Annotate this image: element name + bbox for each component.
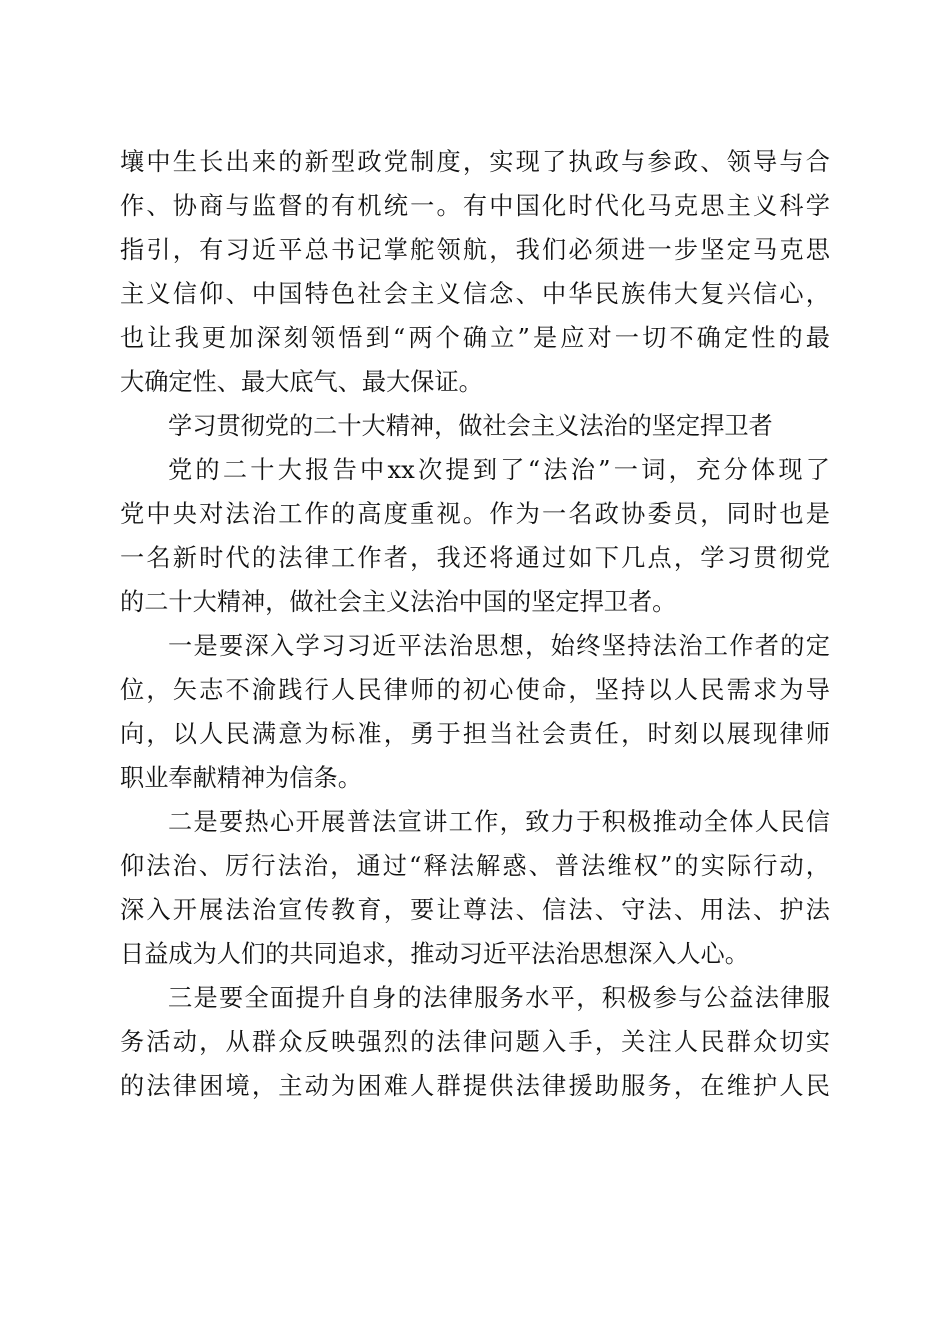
body-text-line: 党中央对法治工作的高度重视。作为一名政协委员，同时也是 [120,500,830,528]
body-text-line: 二是要热心开展普法宣讲工作，致力于积极推动全体人民信 [168,808,830,836]
section-heading: 学习贯彻党的二十大精神，做社会主义法治的坚定捍卫者 [168,412,773,440]
body-text-line: 指引，有习近平总书记掌舵领航，我们必须进一步坚定马克思 [120,236,830,264]
body-text-line: 的法律困境，主动为困难人群提供法律援助服务，在维护人民 [120,1072,830,1100]
body-text-line: 深入开展法治宣传教育，要让尊法、信法、守法、用法、护法 [120,896,830,924]
body-text-line: 职业奉献精神为信条。 [120,764,362,792]
body-text-line: 日益成为人们的共同追求，推动习近平法治思想深入人心。 [120,940,749,968]
body-text-line: 一名新时代的法律工作者，我还将通过如下几点，学习贯彻党 [120,544,830,572]
body-text-line: 仰法治、厉行法治，通过“释法解惑、普法维权”的实际行动， [120,852,830,880]
body-text-line: 位，矢志不渝践行人民律师的初心使命，坚持以人民需求为导 [120,676,830,704]
body-text-line: 主义信仰、中国特色社会主义信念、中华民族伟大复兴信心， [120,280,830,308]
body-text-line: 务活动，从群众反映强烈的法律问题入手，关注人民群众切实 [120,1028,830,1056]
body-text-line: 三是要全面提升自身的法律服务水平，积极参与公益法律服 [168,984,830,1012]
body-text-line: 作、协商与监督的有机统一。有中国化时代化马克思主义科学 [120,192,830,220]
body-text-line: 党的二十大报告中xx次提到了“法治”一词，充分体现了 [168,456,830,484]
body-text-line: 的二十大精神，做社会主义法治中国的坚定捍卫者。 [120,588,677,616]
body-text-line: 也让我更加深刻领悟到“两个确立”是应对一切不确定性的最 [120,324,830,352]
body-text-line: 向，以人民满意为标准，勇于担当社会责任，时刻以展现律师 [120,720,830,748]
body-text-line: 大确定性、最大底气、最大保证。 [120,368,483,396]
document-page [120,140,830,1108]
body-text-line: 一是要深入学习习近平法治思想，始终坚持法治工作者的定 [168,632,830,660]
body-text-line: 壤中生长出来的新型政党制度，实现了执政与参政、领导与合 [120,148,830,176]
